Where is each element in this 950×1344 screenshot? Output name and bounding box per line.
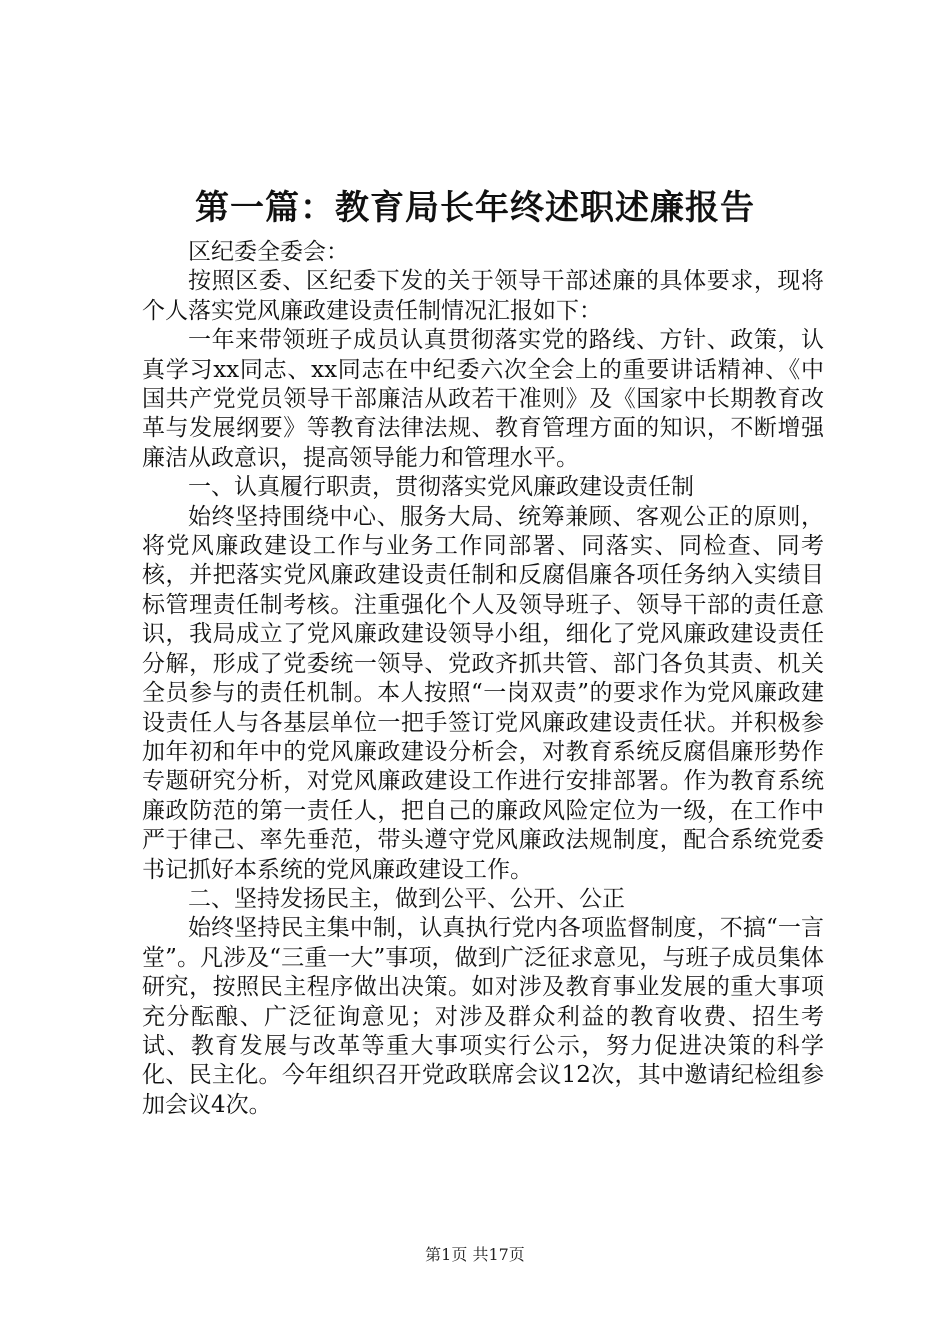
paragraph: 始终坚持民主集中制，认真执行党内各项监督制度，不搞“一言堂”。凡涉及“三重一大”事项，做到广泛征求意见，与班子成员集体研究，按照民主程序做出决策。如对涉及教育事业发展的重大事项充分酝酿、广泛征询意见；对涉及群众利益的教育收费、招生考试、教育发展与改革等重大事项实行公示，努力促进决策的科学化、民主化。今年组织召开党政联席会议12次，其中邀请纪检组参加会议4次。 <box>142 915 824 1118</box>
salutation: 区纪委全委会： <box>188 239 349 265</box>
section-heading: 二、坚持发扬民主，做到公平、公开、公正 <box>188 885 625 912</box>
paragraph: 始终坚持围绕中心、服务大局、统筹兼顾、客观公正的原则，将党风廉政建设工作与业务工作同部署、同落实、同检查、同考核，并把落实党风廉政建设责任制和反腐倡廉各项任务纳入实绩目标管理责任制考核。注重强化个人及领导班子、领导干部的责任意识，我局成立了党风廉政建设领导小组，细化了党风廉政建设责任分解，形成了党委统一领导、党政齐抓共管、部门各负其责、机关全员参与的责任机制。本人按照“一岗双责”的要求作为党风廉政建设责任人与各基层单位一把手签订党风廉政建设责任状。并积极参加年初和年中的党风廉政建设分析会，对教育系统反腐倡廉形势作专题研究分析，对党风廉政建设工作进行安排部署。作为教育系统廉政防范的第一责任人，把自己的廉政风险定位为一级，在工作中严于律己、率先垂范，带头遵守党风廉政法规制度，配合系统党委书记抓好本系统的党风廉政建设工作。 <box>142 503 824 883</box>
paragraph: 一年来带领班子成员认真贯彻落实党的路线、方针、政策，认真学习xx同志、xx同志在中纪委六次全会上的重要讲话精神、《中国共产党党员领导干部廉洁从政若干准则》及《国家中长期教育改革与发展纲要》等教育法律法规、教育管理方面的知识，不断增强廉洁从政意识，提高领导能力和管理水平。 <box>142 327 824 471</box>
page-footer: 第1页 共17页 <box>425 1245 525 1264</box>
paragraph: 按照区委、区纪委下发的关于领导干部述廉的具体要求，现将个人落实党风廉政建设责任制情况汇报如下： <box>142 268 824 324</box>
section-heading: 一、认真履行职责，贯彻落实党风廉政建设责任制 <box>188 474 694 501</box>
document-body <box>142 238 824 1120</box>
document-title: 第一篇：教育局长年终述职述廉报告 <box>195 188 755 228</box>
